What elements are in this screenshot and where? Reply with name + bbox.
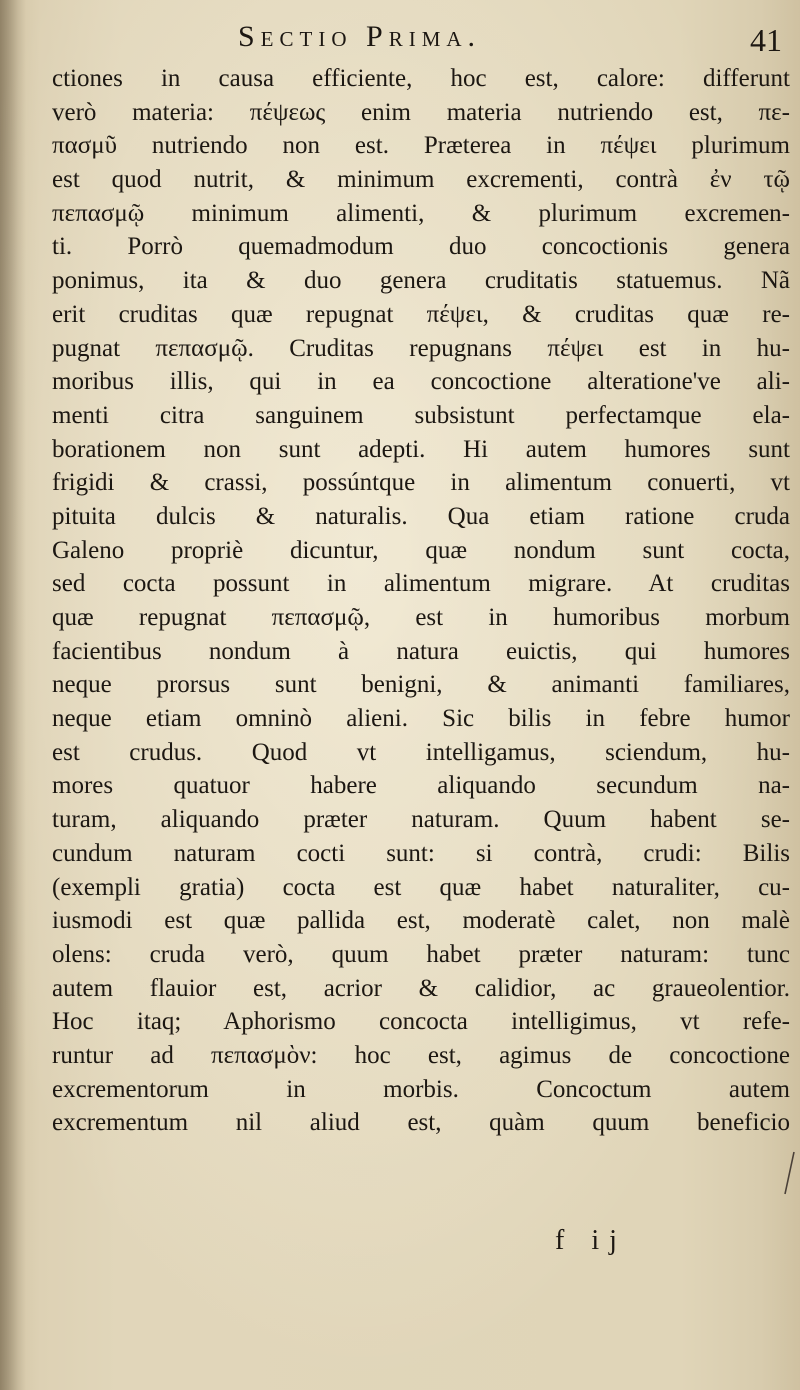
text-line: turam, aliquando præter naturam. Quum habent se- (52, 806, 790, 834)
text-line: menti citra sanguinem subsistunt perfectamque ela- (52, 401, 790, 429)
text-line: neque etiam omninò alieni. Sic bilis in febre humor (52, 705, 790, 733)
text-line: iusmodi est quæ pallida est, moderatè calet, non malè (52, 907, 790, 935)
text-line: olens: cruda verò, quum habet præter naturam: tunc (52, 940, 790, 968)
text-line: πεπασμῷ minimum alimenti, & plurimum excremen- (52, 199, 790, 227)
text-line: ponimus, ita & duo genera cruditatis statuemus. Nã (52, 267, 790, 295)
body-text (52, 62, 790, 1140)
text-line: excrementum nil aliud est, quàm quum beneficio (52, 1109, 790, 1137)
signature-mark: f ij (555, 1225, 627, 1256)
text-line: borationem non sunt adepti. Hi autem humores sunt (52, 435, 790, 463)
text-line: ti. Porrò quemadmodum duo concoctionis genera (52, 233, 790, 261)
text-line: erit cruditas quæ repugnat πέψει, & cruditas quæ re- (52, 300, 790, 328)
page-number: 41 (750, 22, 782, 58)
text-line: pugnat πεπασμῷ. Cruditas repugnans πέψει est in hu- (52, 334, 790, 362)
text-line: Galeno propriè dicuntur, quæ nondum sunt cocta, (52, 536, 790, 564)
text-line: quæ repugnat πεπασμῷ, est in humoribus morbum (52, 604, 790, 631)
text-line: moribus illis, qui in ea concoctione alteratione've ali- (52, 368, 790, 396)
running-head (0, 18, 800, 64)
text-line: autem flauior est, acrior & calidior, ac graueolentior. (52, 974, 790, 1002)
text-line: pituita dulcis & naturalis. Qua etiam ratione cruda (52, 502, 790, 530)
text-line: (exempli gratia) cocta est quæ habet naturaliter, cu- (52, 873, 790, 901)
running-head-title: Sectio Prima. (238, 20, 482, 53)
text-line: ctiones in causa efficiente, hoc est, calore: differunt (52, 65, 790, 92)
text-line: verò materia: πέψεως enim materia nutriendo est, πε- (52, 98, 790, 126)
gutter-shadow (0, 0, 26, 1390)
text-line: est crudus. Quod vt intelligamus, sciendum, hu- (52, 738, 790, 766)
text-line: runtur ad πεπασμὸν: hoc est, agimus de concoctione (52, 1041, 790, 1069)
text-line: Hoc itaq; Aphorismo concocta intelligimus, vt refe- (52, 1008, 790, 1036)
text-line: neque prorsus sunt benigni, & animanti familiares, (52, 671, 790, 699)
text-line: facientibus nondum à natura euictis, qui humores (52, 637, 790, 665)
text-line: mores quatuor habere aliquando secundum na- (52, 772, 790, 800)
text-line: frigidi & crassi, possúntque in alimentum conuerti, vt (52, 469, 790, 497)
text-line: πασμῦ nutriendo non est. Præterea in πέψει plurimum (52, 132, 790, 160)
text-line: est quod nutrit, & minimum excrementi, contrà ἐν τῷ (52, 166, 790, 194)
pencil-mark (782, 1150, 796, 1196)
text-line: excrementorum in morbis. Concoctum autem (52, 1075, 790, 1103)
text-line: cundum naturam cocti sunt: si contrà, crudi: Bilis (52, 839, 790, 867)
text-line: sed cocta possunt in alimentum migrare. At cruditas (52, 570, 790, 598)
